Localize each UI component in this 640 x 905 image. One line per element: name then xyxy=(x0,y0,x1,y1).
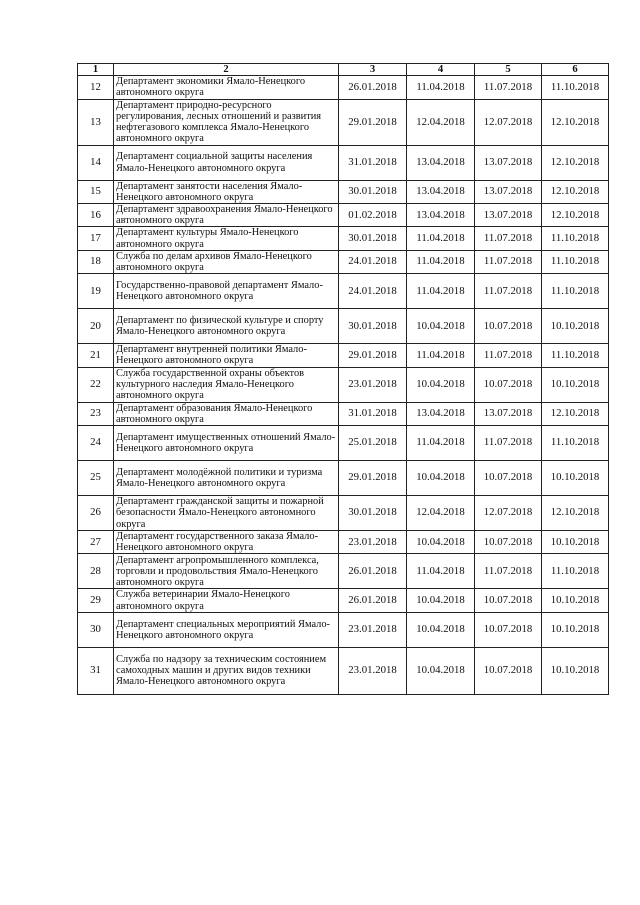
date-col-4: 11.04.2018 xyxy=(407,76,475,99)
table-row xyxy=(78,402,609,425)
date-col-3: 24.01.2018 xyxy=(339,250,407,273)
table-row xyxy=(78,612,609,647)
date-col-4: 10.04.2018 xyxy=(407,589,475,612)
row-number: 22 xyxy=(78,367,114,402)
date-col-5: 11.07.2018 xyxy=(475,426,542,461)
date-col-5: 13.07.2018 xyxy=(475,402,542,425)
table-row xyxy=(78,227,609,250)
department-name: Служба по делам архивов Ямало-Ненецкого автономного округа xyxy=(114,250,339,273)
date-col-3: 29.01.2018 xyxy=(339,344,407,367)
date-col-4: 11.04.2018 xyxy=(407,554,475,589)
table-row xyxy=(78,250,609,273)
department-name: Государственно-правовой департамент Ямало-Ненецкого автономного округа xyxy=(114,274,339,309)
date-col-6: 11.10.2018 xyxy=(542,250,609,273)
date-col-4: 12.04.2018 xyxy=(407,99,475,145)
date-col-5: 11.07.2018 xyxy=(475,227,542,250)
date-col-4: 11.04.2018 xyxy=(407,274,475,309)
date-col-4: 10.04.2018 xyxy=(407,647,475,694)
date-col-5: 13.07.2018 xyxy=(475,145,542,180)
table-row xyxy=(78,426,609,461)
row-number: 25 xyxy=(78,461,114,496)
row-number: 14 xyxy=(78,145,114,180)
department-name: Департамент образования Ямало-Ненецкого автономного округа xyxy=(114,402,339,425)
date-col-6: 11.10.2018 xyxy=(542,76,609,99)
date-col-3: 23.01.2018 xyxy=(339,612,407,647)
department-name: Департамент агропромышленного комплекса, торговли и продовольствия Ямало-Ненецкого автономного округа xyxy=(114,554,339,589)
header-row xyxy=(78,64,609,76)
date-col-5: 10.07.2018 xyxy=(475,309,542,344)
department-name: Департамент государственного заказа Ямало-Ненецкого автономного округа xyxy=(114,531,339,554)
column-header: 6 xyxy=(542,64,609,76)
date-col-6: 12.10.2018 xyxy=(542,402,609,425)
date-col-3: 26.01.2018 xyxy=(339,554,407,589)
date-col-4: 10.04.2018 xyxy=(407,531,475,554)
table-row xyxy=(78,531,609,554)
row-number: 23 xyxy=(78,402,114,425)
row-number: 24 xyxy=(78,426,114,461)
row-number: 30 xyxy=(78,612,114,647)
department-name: Департамент по физической культуре и спорту Ямало-Ненецкого автономного округа xyxy=(114,309,339,344)
row-number: 15 xyxy=(78,180,114,203)
date-col-6: 10.10.2018 xyxy=(542,647,609,694)
department-name: Служба по надзору за техническим состоянием самоходных машин и других видов техники Ямало-Ненецкого автономного округа xyxy=(114,647,339,694)
date-col-3: 31.01.2018 xyxy=(339,402,407,425)
table-row xyxy=(78,461,609,496)
department-name: Департамент здравоохранения Ямало-Ненецкого автономного округа xyxy=(114,204,339,227)
date-col-5: 10.07.2018 xyxy=(475,612,542,647)
date-col-3: 30.01.2018 xyxy=(339,309,407,344)
date-col-6: 11.10.2018 xyxy=(542,274,609,309)
table-row xyxy=(78,309,609,344)
table-row xyxy=(78,145,609,180)
date-col-3: 26.01.2018 xyxy=(339,76,407,99)
table-body xyxy=(78,76,609,695)
department-name: Департамент культуры Ямало-Ненецкого автономного округа xyxy=(114,227,339,250)
department-name: Департамент занятости населения Ямало-Ненецкого автономного округа xyxy=(114,180,339,203)
table-row xyxy=(78,589,609,612)
date-col-5: 10.07.2018 xyxy=(475,647,542,694)
date-col-5: 11.07.2018 xyxy=(475,76,542,99)
date-col-4: 11.04.2018 xyxy=(407,227,475,250)
date-col-6: 12.10.2018 xyxy=(542,496,609,531)
row-number: 20 xyxy=(78,309,114,344)
date-col-5: 11.07.2018 xyxy=(475,250,542,273)
date-col-4: 10.04.2018 xyxy=(407,309,475,344)
row-number: 21 xyxy=(78,344,114,367)
date-col-3: 29.01.2018 xyxy=(339,99,407,145)
column-header: 2 xyxy=(114,64,339,76)
department-name: Департамент социальной защиты населения Ямало-Ненецкого автономного округа xyxy=(114,145,339,180)
row-number: 31 xyxy=(78,647,114,694)
date-col-5: 10.07.2018 xyxy=(475,589,542,612)
date-col-6: 11.10.2018 xyxy=(542,344,609,367)
date-col-3: 23.01.2018 xyxy=(339,647,407,694)
date-col-6: 11.10.2018 xyxy=(542,554,609,589)
row-number: 13 xyxy=(78,99,114,145)
date-col-6: 12.10.2018 xyxy=(542,180,609,203)
date-col-5: 10.07.2018 xyxy=(475,461,542,496)
date-col-6: 11.10.2018 xyxy=(542,227,609,250)
column-header: 4 xyxy=(407,64,475,76)
date-col-5: 11.07.2018 xyxy=(475,274,542,309)
table-row xyxy=(78,344,609,367)
row-number: 26 xyxy=(78,496,114,531)
date-col-5: 11.07.2018 xyxy=(475,554,542,589)
department-name: Департамент экономики Ямало-Ненецкого автономного округа xyxy=(114,76,339,99)
date-col-3: 26.01.2018 xyxy=(339,589,407,612)
department-name: Департамент гражданской защиты и пожарной безопасности Ямало-Ненецкого автономного округа xyxy=(114,496,339,531)
table-row xyxy=(78,367,609,402)
table-row xyxy=(78,76,609,99)
row-number: 12 xyxy=(78,76,114,99)
date-col-3: 23.01.2018 xyxy=(339,531,407,554)
row-number: 18 xyxy=(78,250,114,273)
date-col-3: 24.01.2018 xyxy=(339,274,407,309)
table-row xyxy=(78,204,609,227)
date-col-5: 10.07.2018 xyxy=(475,531,542,554)
date-col-6: 12.10.2018 xyxy=(542,204,609,227)
date-col-4: 10.04.2018 xyxy=(407,612,475,647)
department-name: Департамент специальных мероприятий Ямало-Ненецкого автономного округа xyxy=(114,612,339,647)
table-row xyxy=(78,496,609,531)
table-row xyxy=(78,180,609,203)
schedule-table xyxy=(77,63,609,695)
column-header: 5 xyxy=(475,64,542,76)
date-col-6: 12.10.2018 xyxy=(542,99,609,145)
date-col-4: 10.04.2018 xyxy=(407,367,475,402)
date-col-3: 30.01.2018 xyxy=(339,227,407,250)
date-col-4: 13.04.2018 xyxy=(407,180,475,203)
department-name: Департамент природно-ресурсного регулирования, лесных отношений и развития нефтегазового комплекса Ямало-Ненецкого автономного округа xyxy=(114,99,339,145)
row-number: 27 xyxy=(78,531,114,554)
date-col-4: 13.04.2018 xyxy=(407,145,475,180)
date-col-4: 11.04.2018 xyxy=(407,426,475,461)
table-row xyxy=(78,274,609,309)
date-col-6: 10.10.2018 xyxy=(542,612,609,647)
date-col-6: 11.10.2018 xyxy=(542,426,609,461)
department-name: Департамент молодёжной политики и туризма Ямало-Ненецкого автономного округа xyxy=(114,461,339,496)
date-col-4: 11.04.2018 xyxy=(407,250,475,273)
row-number: 16 xyxy=(78,204,114,227)
date-col-4: 13.04.2018 xyxy=(407,204,475,227)
department-name: Служба ветеринарии Ямало-Ненецкого автономного округа xyxy=(114,589,339,612)
row-number: 29 xyxy=(78,589,114,612)
table-row xyxy=(78,99,609,145)
date-col-4: 10.04.2018 xyxy=(407,461,475,496)
department-name: Департамент внутренней политики Ямало-Ненецкого автономного округа xyxy=(114,344,339,367)
date-col-5: 12.07.2018 xyxy=(475,496,542,531)
row-number: 17 xyxy=(78,227,114,250)
row-number: 28 xyxy=(78,554,114,589)
department-name: Служба государственной охраны объектов культурного наследия Ямало-Ненецкого автономного округа xyxy=(114,367,339,402)
row-number: 19 xyxy=(78,274,114,309)
column-header: 3 xyxy=(339,64,407,76)
date-col-3: 30.01.2018 xyxy=(339,496,407,531)
date-col-6: 12.10.2018 xyxy=(542,145,609,180)
date-col-3: 25.01.2018 xyxy=(339,426,407,461)
date-col-5: 13.07.2018 xyxy=(475,204,542,227)
date-col-3: 31.01.2018 xyxy=(339,145,407,180)
date-col-3: 30.01.2018 xyxy=(339,180,407,203)
date-col-6: 10.10.2018 xyxy=(542,367,609,402)
date-col-4: 12.04.2018 xyxy=(407,496,475,531)
table-row xyxy=(78,647,609,694)
date-col-4: 13.04.2018 xyxy=(407,402,475,425)
column-header: 1 xyxy=(78,64,114,76)
date-col-5: 11.07.2018 xyxy=(475,344,542,367)
date-col-4: 11.04.2018 xyxy=(407,344,475,367)
date-col-3: 01.02.2018 xyxy=(339,204,407,227)
date-col-6: 10.10.2018 xyxy=(542,309,609,344)
table-row xyxy=(78,554,609,589)
date-col-3: 29.01.2018 xyxy=(339,461,407,496)
date-col-3: 23.01.2018 xyxy=(339,367,407,402)
date-col-5: 13.07.2018 xyxy=(475,180,542,203)
date-col-6: 10.10.2018 xyxy=(542,531,609,554)
date-col-6: 10.10.2018 xyxy=(542,461,609,496)
date-col-5: 12.07.2018 xyxy=(475,99,542,145)
date-col-5: 10.07.2018 xyxy=(475,367,542,402)
department-name: Департамент имущественных отношений Ямало-Ненецкого автономного округа xyxy=(114,426,339,461)
date-col-6: 10.10.2018 xyxy=(542,589,609,612)
